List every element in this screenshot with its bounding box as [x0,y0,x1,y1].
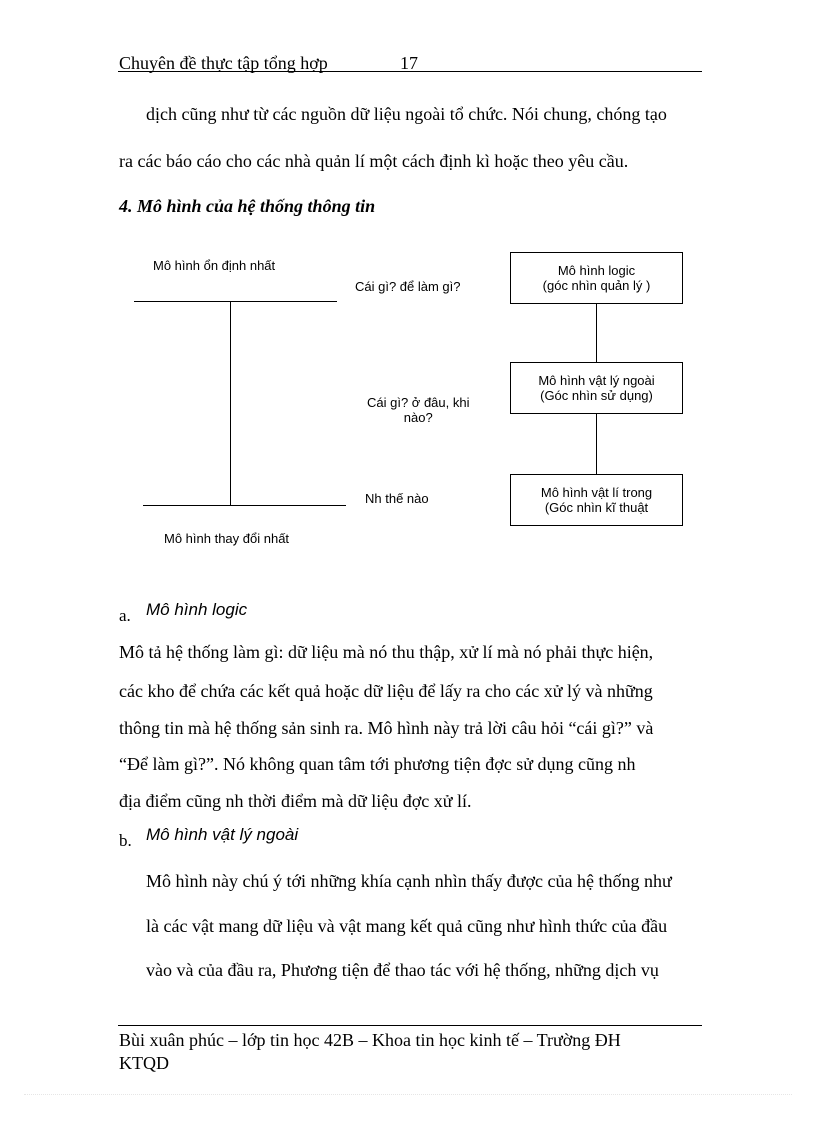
paragraph-line: Mô hình này chú ý tới những khía cạnh nhìn thấy được của hệ thống như [146,871,672,891]
header-rule [118,71,702,72]
question-how: Nh thế nào [365,491,429,506]
page-edge [24,1094,792,1095]
box-title: Mô hình vật lý ngoài [538,373,655,388]
box-title: Mô hình vật lí trong [540,485,653,500]
logical-model-box [510,252,683,304]
box-title: Mô hình logic [557,263,636,278]
paragraph-line: thông tin mà hệ thống sản sinh ra. Mô hình này trả lời câu hỏi “cái gì?” và [119,718,654,738]
box-connector [596,413,597,474]
footer-text: KTQD [119,1053,169,1073]
subsection-a-label: a. [119,606,131,625]
question-what-where-when [367,395,469,425]
intro-paragraph-line: dịch cũng như từ các nguồn dữ liệu ngoài tổ chức. Nói chung, chóng tạo [146,104,667,124]
section-heading: 4. Mô hình của hệ thống thông tin [119,196,376,216]
header-title: Chuyên đề thực tập tổng hợp [119,53,328,73]
paragraph-line: là các vật mang dữ liệu và vật mang kết quả cũng như hình thức của đầu [146,916,668,936]
footer-rule [118,1025,702,1026]
intro-paragraph-line: ra các báo cáo cho các nhà quản lí một cách định kì hoặc theo yêu cầu. [119,151,629,171]
paragraph-line: Mô tả hệ thống làm gì: dữ liệu mà nó thu thập, xử lí mà nó phải thực hiện, [119,642,654,662]
box-subtitle: (góc nhìn quản lý ) [542,278,651,293]
paragraph-line: vào và của đầu ra, Phương tiện để thao tác với hệ thống, những dịch vụ [146,960,659,980]
paragraph-line: các kho để chứa các kết quả hoặc dữ liệu để lấy ra cho các xử lý và những [119,681,653,701]
box-subtitle: (Góc nhìn sử dụng) [540,388,653,403]
diagram-top-line [134,301,337,302]
diagram-bottom-line [143,505,346,506]
question-line: Cái gì? ở đâu, khi [367,395,470,410]
subsection-b-label: b. [119,831,132,850]
diagram-vertical-axis [230,301,231,505]
box-connector [596,303,597,362]
question-line: nào? [403,410,433,425]
label-most-stable-model: Mô hình ổn định nhất [153,258,276,273]
subsection-b-title: Mô hình vật lý ngoài [146,825,299,844]
page-number: 17 [400,53,418,73]
label-most-changing-model: Mô hình thay đổi nhất [164,531,290,546]
paragraph-line: “Để làm gì?”. Nó không quan tâm tới phương tiện đợc sử dụng cũng nh [119,754,636,774]
subsection-a-title: Mô hình logic [146,600,248,619]
external-physical-model-box [510,362,683,414]
footer-text: Bùi xuân phúc – lớp tin học 42B – Khoa tin học kinh tế – Trường ĐH [119,1030,621,1050]
internal-physical-model-box [510,474,683,526]
paragraph-line: địa điểm cũng nh thời điểm mà dữ liệu đợc xử lí. [119,791,472,811]
question-what-why: Cái gì? để làm gì? [355,279,461,294]
box-subtitle: (Góc nhìn kĩ thuật [544,500,649,515]
